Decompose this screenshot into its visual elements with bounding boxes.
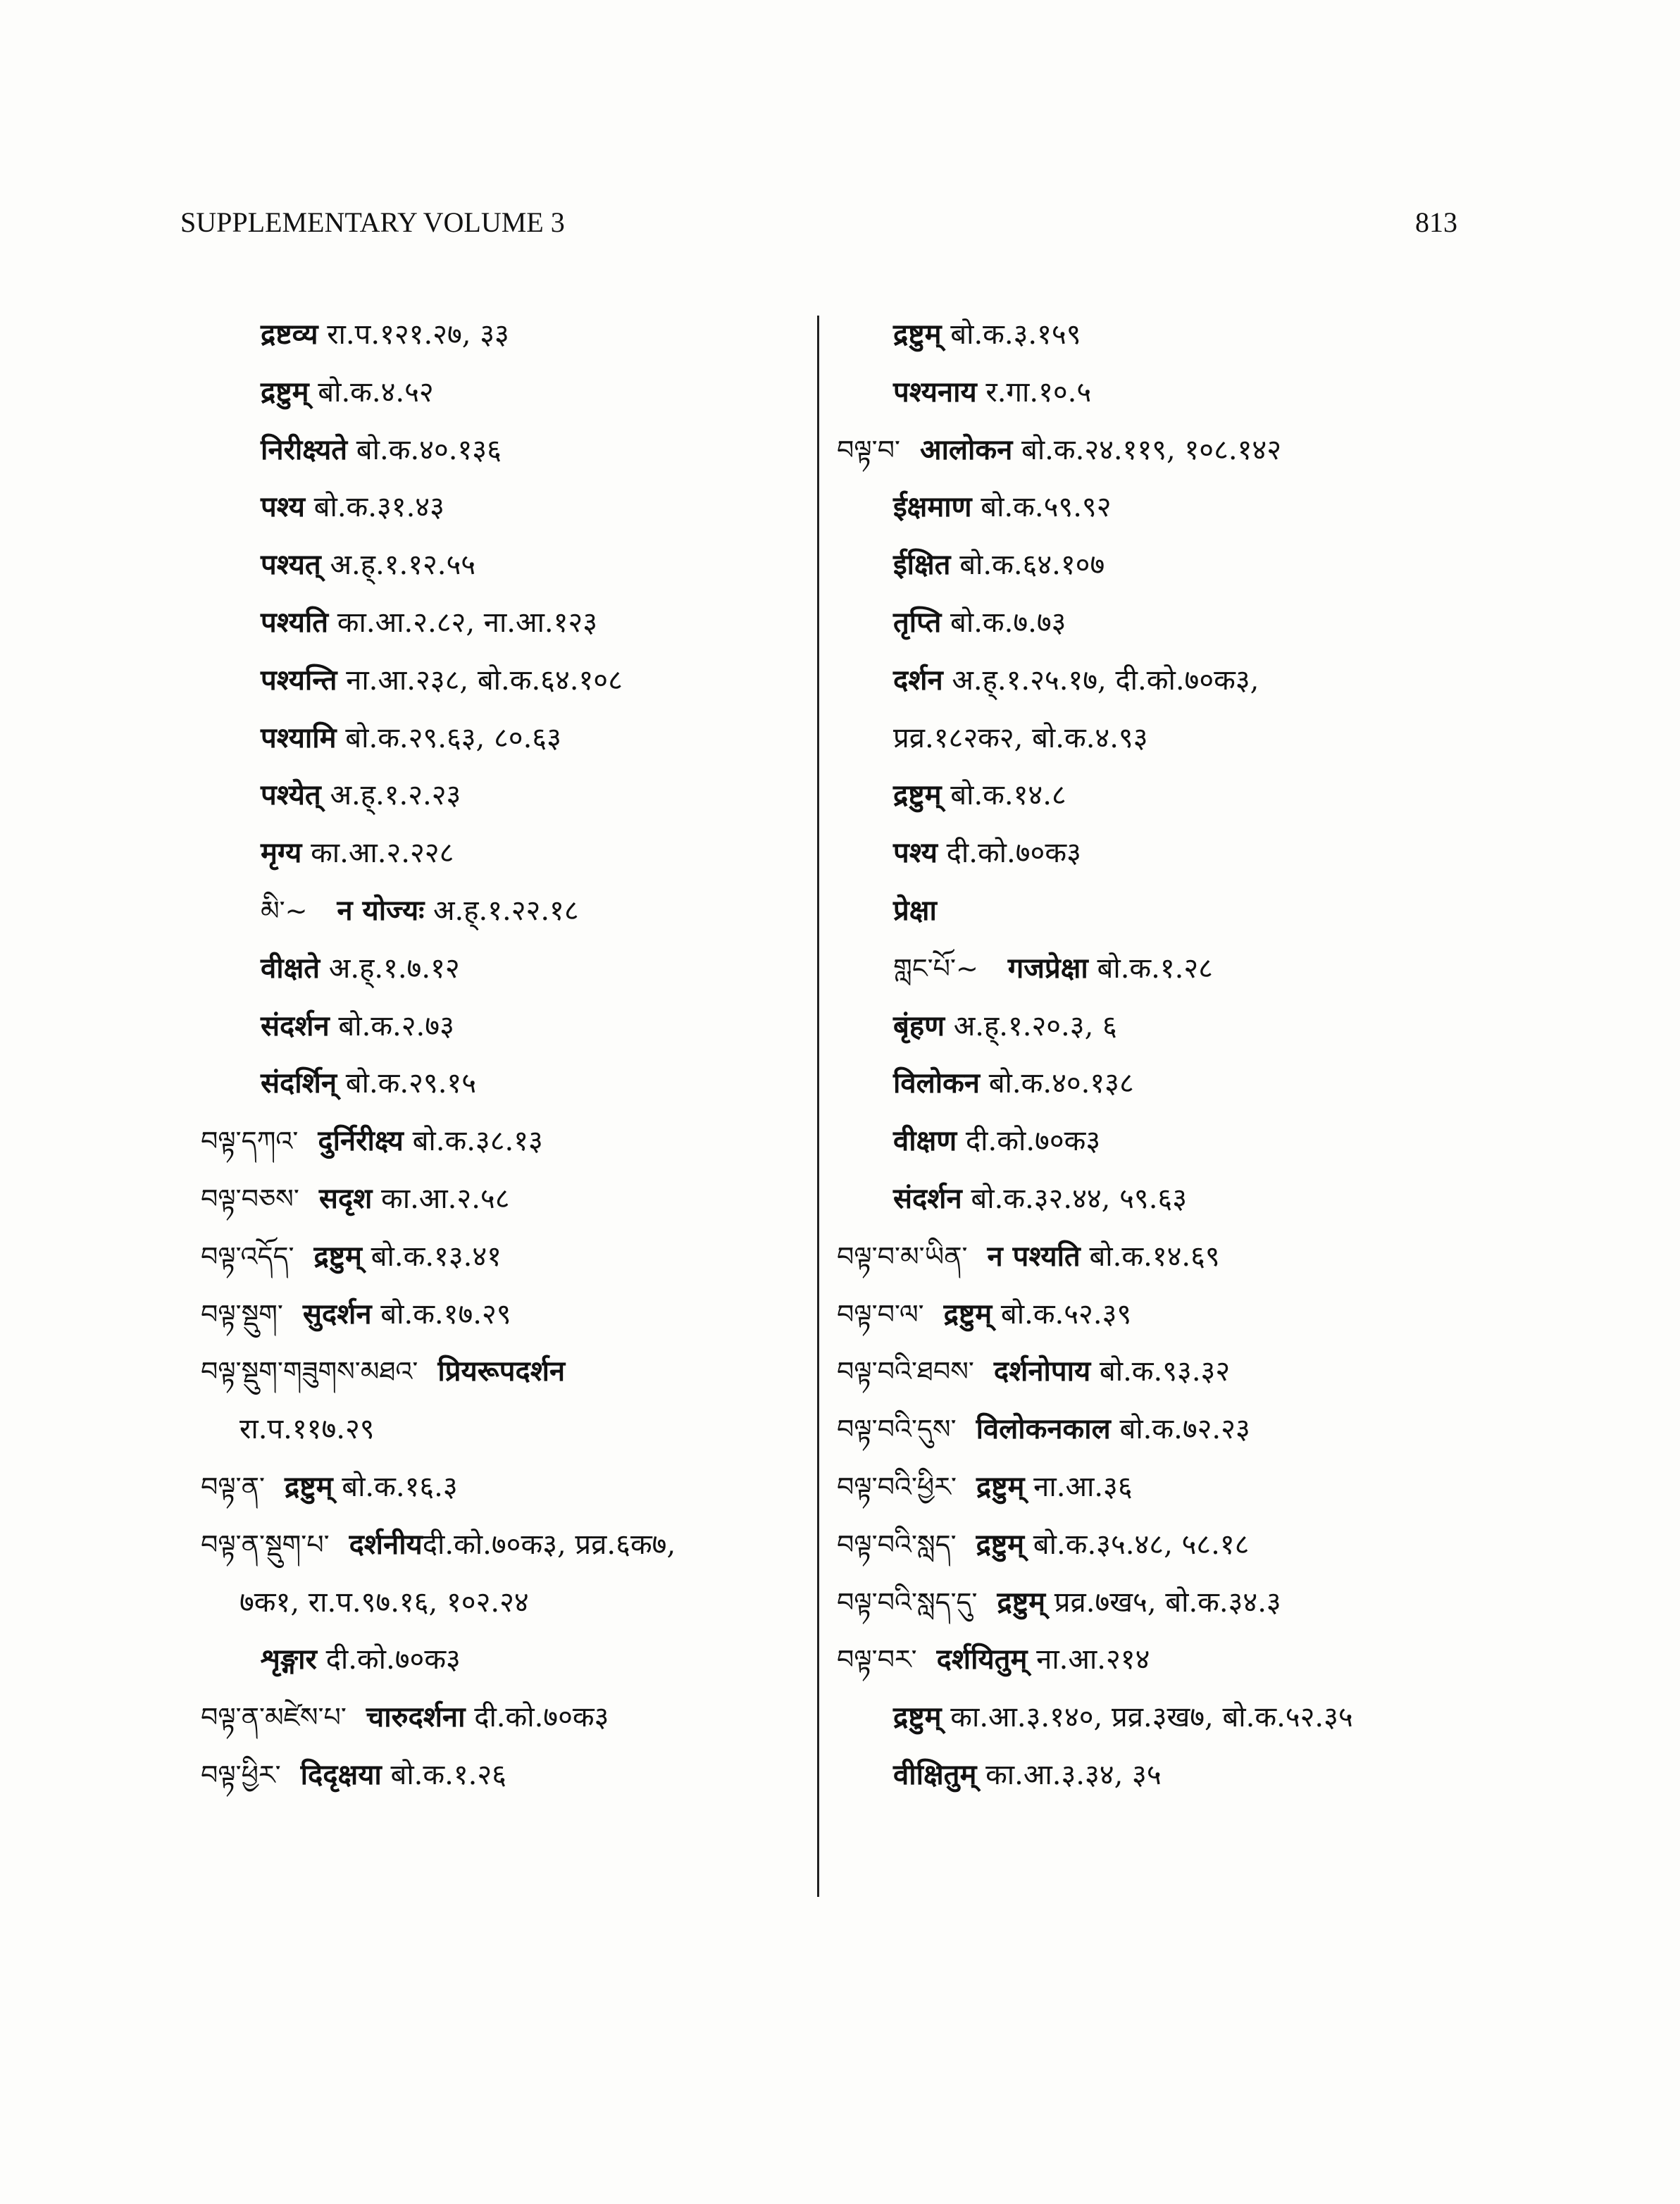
source-reference: बो.क.७२.२३ bbox=[1110, 1413, 1250, 1446]
tibetan-headword: བལྟ་བ་མ་ཡིན་ bbox=[837, 1240, 968, 1272]
source-reference: ना.आ.२३८, बो.क.६४.१०८ bbox=[337, 664, 623, 697]
sanskrit-equivalent: न योज्यः bbox=[327, 894, 425, 927]
entry-line bbox=[261, 320, 509, 349]
entry-line bbox=[261, 490, 444, 524]
entry-line bbox=[261, 663, 623, 697]
source-reference: बो.क.३८.१३ bbox=[403, 1125, 543, 1158]
entry-line bbox=[201, 1239, 502, 1273]
tibetan-headword: བལྟ་བའི་ཕྱིར་ bbox=[837, 1471, 957, 1502]
entry-line bbox=[893, 375, 1092, 409]
tibetan-headword: བལྟ་བའི་ཐབས་ bbox=[837, 1356, 974, 1388]
sanskrit-equivalent: द्रष्टुम् bbox=[943, 1297, 993, 1331]
sanskrit-equivalent: पश्यामि bbox=[261, 721, 337, 754]
source-reference: बो.क.३५.४८, ५८.१८ bbox=[1024, 1528, 1250, 1561]
source-reference: बो.क.७.७३ bbox=[941, 606, 1066, 639]
sanskrit-equivalent: शृङ्गार bbox=[261, 1643, 317, 1676]
sanskrit-equivalent: पश्य bbox=[261, 490, 305, 524]
source-reference: का.आ.२.२२८ bbox=[301, 837, 454, 870]
entry-line bbox=[261, 432, 502, 466]
entry-line bbox=[893, 836, 1081, 870]
source-reference: का.आ.३.३४, ३५ bbox=[976, 1759, 1162, 1791]
source-reference: ७क१, रा.प.९७.१६, १०२.२४ bbox=[239, 1586, 529, 1619]
source-reference: बो.क.२.७३ bbox=[329, 1009, 454, 1042]
source-reference: ना.आ.२१४ bbox=[1027, 1643, 1150, 1676]
sanskrit-equivalent: द्रष्टुम् bbox=[893, 318, 942, 351]
running-title: SUPPLEMENTARY VOLUME 3 bbox=[180, 206, 565, 238]
entry-line bbox=[837, 1470, 1133, 1503]
sanskrit-equivalent: पश्य bbox=[893, 836, 938, 870]
tibetan-headword: བལྟ་ན་མཛེས་པ་ bbox=[201, 1702, 347, 1733]
source-reference: का.आ.३.१४०, प्रव्र.३ख७, बो.क.५२.३५ bbox=[941, 1701, 1353, 1734]
source-reference: बो.क.९३.३२ bbox=[1090, 1355, 1231, 1388]
sanskrit-equivalent: विलोकन bbox=[893, 1066, 980, 1100]
source-reference: का.आ.२.५८ bbox=[372, 1183, 510, 1215]
entry-line bbox=[201, 1470, 458, 1503]
sanskrit-equivalent: द्रष्टुम् bbox=[261, 375, 309, 409]
source-reference: बो.क.३१.४३ bbox=[304, 491, 444, 524]
source-reference: का.आ.२.८२, ना.आ.१२३ bbox=[328, 606, 598, 639]
entry-line bbox=[893, 320, 1081, 349]
tibetan-headword: བལྟ་བའི་སླད་དུ་ bbox=[837, 1586, 978, 1618]
sanskrit-equivalent: संदर्शन bbox=[893, 1182, 962, 1215]
source-reference: दी.को.७०क३ bbox=[316, 1643, 461, 1676]
tibetan-headword: བལྟ་སྡུག་གཟུགས་མཐའ་ bbox=[201, 1356, 418, 1388]
source-reference: बो.क.२४.११९, १०८.१४२ bbox=[1012, 433, 1281, 466]
tibetan-headword: བལྟ་ན་སྡུག་པ་ bbox=[201, 1529, 330, 1560]
entry-line bbox=[201, 1182, 510, 1215]
sanskrit-equivalent: प्रियरूपदर्शन bbox=[437, 1355, 566, 1388]
sanskrit-equivalent: सुदर्शन bbox=[302, 1297, 372, 1331]
sanskrit-equivalent: सदृश bbox=[318, 1182, 373, 1215]
source-reference: बो.क.१७.२९ bbox=[371, 1297, 511, 1331]
entry-line bbox=[239, 1588, 529, 1617]
tibetan-headword: བལྟ་ན་ bbox=[201, 1471, 265, 1502]
entry-line bbox=[261, 1645, 461, 1674]
column-divider bbox=[817, 316, 819, 1897]
tibetan-headword: བལྟ་ཕྱིར་ bbox=[201, 1760, 281, 1791]
entry-line bbox=[837, 1527, 1250, 1561]
entry-line bbox=[837, 432, 1281, 466]
sanskrit-equivalent: तृप्ति bbox=[893, 606, 942, 639]
tibetan-headword: བལྟ་བར་ bbox=[837, 1644, 917, 1676]
entry-line bbox=[201, 1700, 609, 1734]
sanskrit-equivalent: संदर्शन bbox=[261, 1009, 330, 1042]
source-reference: बो.क.४.५२ bbox=[309, 375, 434, 409]
sanskrit-equivalent: द्रष्टुम् bbox=[893, 1700, 942, 1734]
entry-line bbox=[893, 1124, 1101, 1158]
sanskrit-equivalent: न पश्यति bbox=[987, 1239, 1081, 1273]
tibetan-headword: བལྟ་བ་ bbox=[837, 434, 900, 466]
entry-line bbox=[261, 548, 476, 582]
entry-line bbox=[837, 1239, 1220, 1273]
entry-line bbox=[893, 548, 1105, 582]
source-reference: बो.क.३.१५९ bbox=[941, 318, 1081, 351]
sanskrit-equivalent: दुर्निरीक्ष्य bbox=[318, 1124, 404, 1158]
tibetan-headword: བལྟ་བའི་སླད་ bbox=[837, 1529, 957, 1560]
sanskrit-equivalent: निरीक्ष्यते bbox=[261, 432, 348, 466]
entry-line bbox=[893, 663, 1259, 697]
source-reference: बो.क.४०.१३८ bbox=[980, 1067, 1134, 1100]
source-reference: ना.आ.३६ bbox=[1024, 1471, 1133, 1503]
tibetan-headword: བལྟ་བཅས་ bbox=[201, 1183, 299, 1214]
sanskrit-equivalent: संदर्शिन् bbox=[261, 1066, 337, 1100]
tibetan-headword: བལྟ་བ་ལ་ bbox=[837, 1298, 924, 1330]
entry-line bbox=[201, 1297, 511, 1331]
entry-line bbox=[261, 1066, 477, 1100]
sanskrit-equivalent: दर्शनीय bbox=[349, 1527, 423, 1561]
source-reference: अ.ह्.१.२०.३, ६ bbox=[945, 1009, 1117, 1042]
entry-line bbox=[837, 1585, 1281, 1619]
entry-line bbox=[893, 490, 1112, 524]
sanskrit-equivalent: मृग्य bbox=[261, 836, 302, 870]
source-reference: रा.प.१२१.२७, ३३ bbox=[318, 318, 509, 351]
sanskrit-equivalent: दर्शयितुम् bbox=[936, 1643, 1028, 1676]
sanskrit-equivalent: पश्यन्ति bbox=[261, 663, 337, 697]
source-reference: र.गा.१०.५ bbox=[976, 375, 1092, 409]
entry-line bbox=[893, 778, 1066, 812]
sanskrit-equivalent: गजप्रेक्षा bbox=[997, 951, 1088, 985]
sanskrit-equivalent: द्रष्टुम् bbox=[893, 778, 942, 812]
sanskrit-equivalent: वीक्षण bbox=[893, 1124, 957, 1158]
entry-line bbox=[893, 1700, 1353, 1734]
sanskrit-equivalent: वीक्षते bbox=[261, 951, 321, 985]
source-reference: अ.ह्.१.२५.१७, दी.को.७०क३, bbox=[942, 664, 1259, 697]
entry-line bbox=[837, 1357, 1230, 1386]
entry-line bbox=[893, 721, 1148, 754]
entry-line bbox=[239, 1413, 375, 1446]
entry-line bbox=[261, 836, 454, 870]
source-reference: बो.क.१.२६ bbox=[381, 1759, 506, 1791]
source-reference: दी.को.७०क३ bbox=[937, 837, 1081, 870]
tibetan-headword: བལྟ་དཀའ་ bbox=[201, 1126, 299, 1157]
source-reference: दी.को.७०क३ bbox=[957, 1125, 1101, 1158]
entry-line bbox=[261, 778, 461, 812]
entry-line bbox=[201, 1758, 506, 1791]
source-reference: बो.क.३२.४४, ५९.६३ bbox=[962, 1183, 1188, 1215]
source-reference: बो.क.१.२८ bbox=[1088, 952, 1213, 985]
entry-line bbox=[893, 1182, 1188, 1215]
sanskrit-equivalent: वीक्षितुम् bbox=[893, 1758, 977, 1791]
tibetan-headword: གླང་པོ་~ bbox=[893, 952, 978, 984]
sanskrit-equivalent: विलोकनकाल bbox=[976, 1412, 1111, 1446]
source-reference: अ.ह्.१.२२.१८ bbox=[424, 895, 579, 927]
source-reference: बो.क.२९.६३, ८०.६३ bbox=[336, 721, 561, 754]
source-reference: बो.क.५२.३९ bbox=[992, 1297, 1132, 1331]
source-reference: बो.क.१३.४१ bbox=[361, 1240, 502, 1273]
tibetan-headword: བལྟ་འདོད་ bbox=[201, 1240, 294, 1272]
entry-line bbox=[261, 375, 434, 409]
source-reference: बो.क.१४.६९ bbox=[1080, 1240, 1220, 1273]
entry-line bbox=[261, 721, 561, 754]
entry-line bbox=[201, 1527, 676, 1561]
source-reference: प्रव्र.७ख५, बो.क.३४.३ bbox=[1045, 1586, 1281, 1619]
source-reference: अ.ह्.१.१२.५५ bbox=[321, 549, 476, 582]
sanskrit-equivalent: चारुदर्शना bbox=[366, 1700, 466, 1734]
entry-line bbox=[201, 1124, 543, 1158]
sanskrit-equivalent: प्रेक्षा bbox=[893, 894, 937, 927]
sanskrit-equivalent: ईक्षित bbox=[893, 548, 951, 582]
source-reference: बो.क.१४.८ bbox=[941, 779, 1066, 812]
entry-line bbox=[201, 1357, 565, 1386]
page-header bbox=[180, 206, 1457, 239]
sanskrit-equivalent: द्रष्टुम् bbox=[997, 1585, 1046, 1619]
entry-line bbox=[261, 894, 579, 927]
sanskrit-equivalent: द्रष्टुम् bbox=[284, 1470, 333, 1503]
sanskrit-equivalent: द्रष्टुम् bbox=[313, 1239, 362, 1273]
sanskrit-equivalent: ईक्षमाण bbox=[893, 490, 972, 524]
entry-line bbox=[261, 1009, 454, 1042]
source-reference: बो.क.४०.१३६ bbox=[347, 433, 502, 466]
source-reference: बो.क.२९.१५ bbox=[337, 1067, 477, 1100]
sanskrit-equivalent: द्रष्टुम् bbox=[976, 1527, 1025, 1561]
entry-line bbox=[893, 1758, 1162, 1791]
tibetan-headword: མི་~ bbox=[261, 895, 308, 926]
sanskrit-equivalent: दिदृक्षया bbox=[300, 1758, 382, 1791]
page-number: 813 bbox=[1415, 206, 1457, 238]
sanskrit-equivalent: दर्शनोपाय bbox=[993, 1355, 1091, 1388]
entry-line bbox=[893, 1009, 1117, 1042]
entry-line bbox=[893, 606, 1066, 639]
sanskrit-equivalent: बृंहण bbox=[893, 1009, 945, 1042]
source-reference: दी.को.७०क३ bbox=[465, 1701, 609, 1734]
entry-line bbox=[261, 606, 598, 639]
tibetan-headword: བལྟ་སྡུག་ bbox=[201, 1298, 283, 1330]
source-reference: दी.को.७०क३, प्रव्र.६क७, bbox=[422, 1528, 676, 1561]
sanskrit-equivalent: पश्येत् bbox=[261, 778, 321, 812]
source-reference: बो.क.६४.१०७ bbox=[950, 549, 1105, 582]
source-reference: अ.ह्.१.७.१२ bbox=[320, 952, 460, 985]
sanskrit-equivalent: द्रष्टुम् bbox=[976, 1470, 1025, 1503]
source-reference: बो.क.१६.३ bbox=[332, 1471, 458, 1503]
sanskrit-equivalent: पश्यत् bbox=[261, 548, 321, 582]
source-reference: बो.क.५९.९२ bbox=[971, 491, 1112, 524]
source-reference: रा.प.११७.२९ bbox=[239, 1413, 375, 1446]
entry-line bbox=[893, 951, 1213, 985]
tibetan-headword: བལྟ་བའི་དུས་ bbox=[837, 1414, 957, 1445]
source-reference: अ.ह्.१.२.२३ bbox=[321, 779, 461, 812]
source-reference: प्रव्र.१८२क२, बो.क.४.९३ bbox=[893, 721, 1148, 754]
entry-line bbox=[261, 951, 460, 985]
entry-line bbox=[893, 894, 937, 927]
sanskrit-equivalent: पश्यनाय bbox=[893, 375, 977, 409]
entry-line bbox=[893, 1066, 1134, 1100]
sanskrit-equivalent: पश्यति bbox=[261, 606, 329, 639]
sanskrit-equivalent: दर्शन bbox=[893, 663, 943, 697]
sanskrit-equivalent: द्रष्टव्य bbox=[261, 318, 318, 351]
entry-line bbox=[837, 1412, 1250, 1446]
entry-line bbox=[837, 1645, 1150, 1674]
sanskrit-equivalent: आलोकन bbox=[919, 432, 1013, 466]
entry-line bbox=[837, 1297, 1132, 1331]
